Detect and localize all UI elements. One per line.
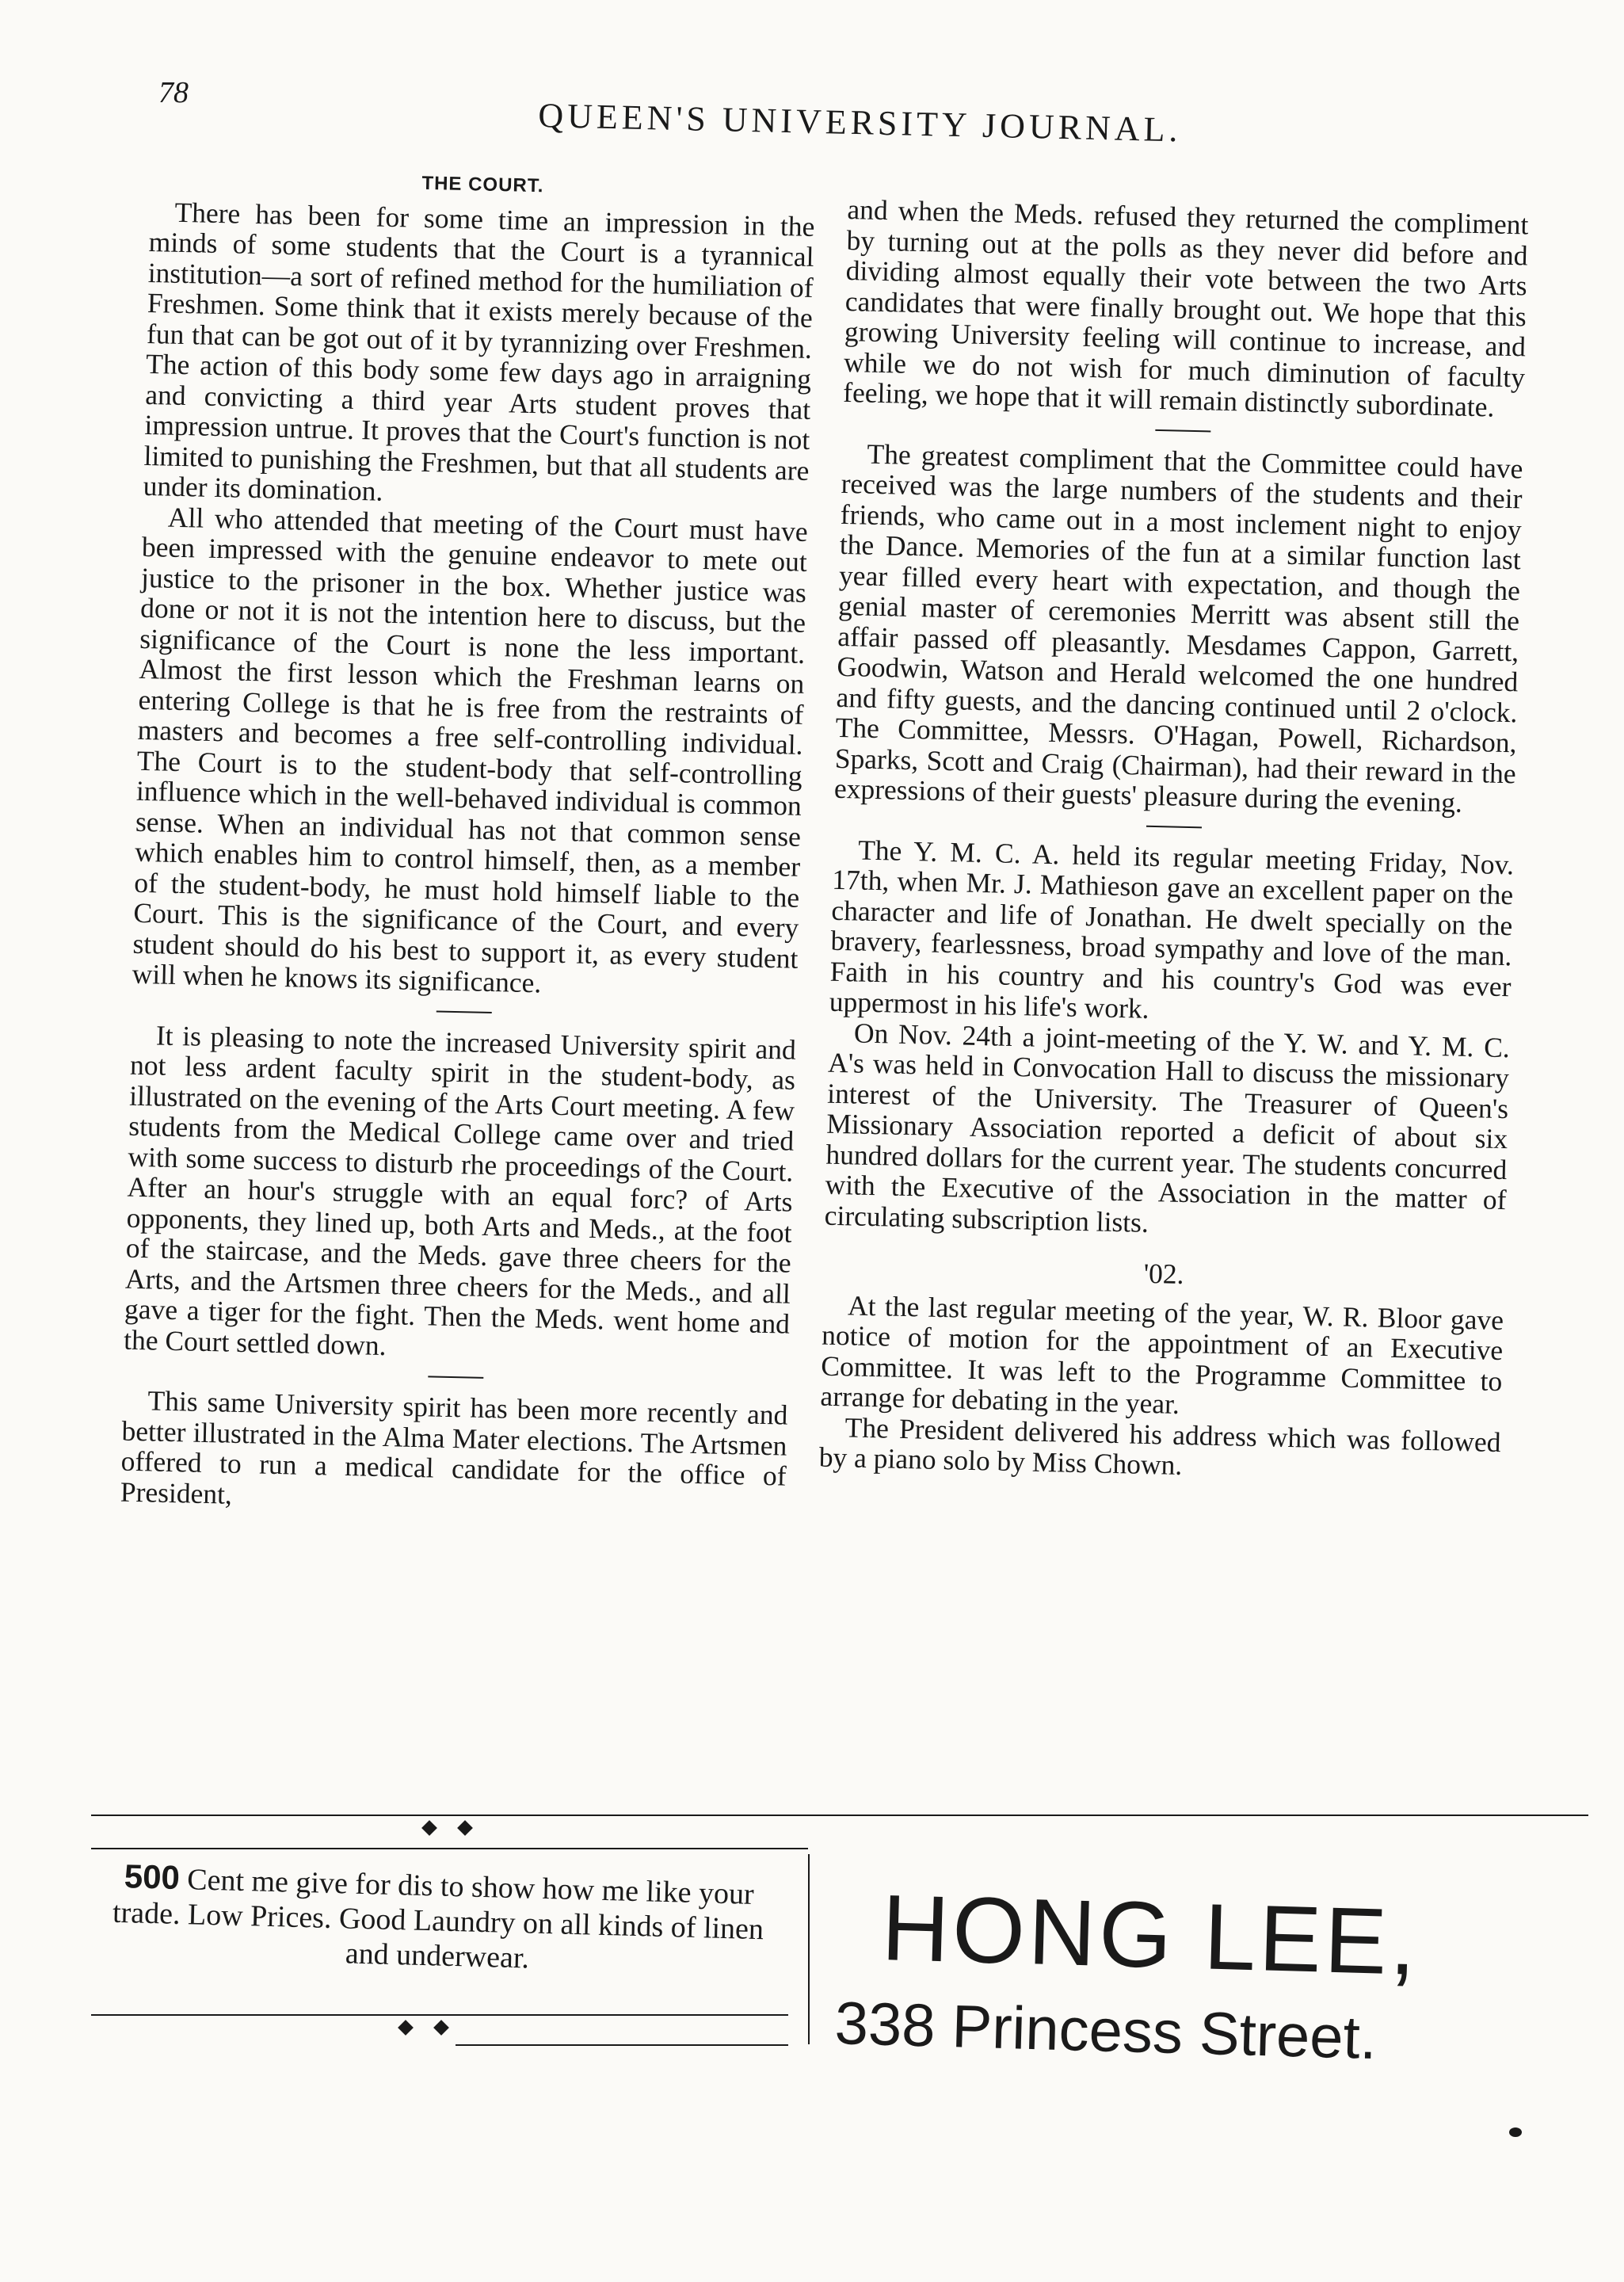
left-column	[120, 162, 815, 1522]
court-paragraph-2: All who attended that meeting of the Court must have been impressed with the genuine endeavor to mete out justice to the prisoner in the box. Whether justice was done or not it is not the intention here to discuss, but the significance of the Court is none the less important. Almost the first lesson which the Freshman learns on entering College is that he is free from the restraints of masters and becomes a free self-controlling individual. The Court is to the student-body that self-controlling influence which in the well-behaved individual is common sense. When an individual has not that common sense which enables him to control himself, then, as a member of the student-body, he must hold himself liable to the Court. This is the significance of the Court, and every student should do his best to support it, as every student will when he knows its significance.	[132, 501, 809, 999]
ornament-diamond	[457, 1820, 473, 1836]
advertisement-divider	[808, 1854, 810, 2044]
section-divider	[1155, 429, 1210, 432]
section-heading-the-court: THE COURT.	[421, 172, 544, 197]
section-divider	[436, 1010, 492, 1013]
alma-mater-paragraph: This same University spirit has been more recently and better illustrated in the Alma Mater elections. The Artsmen offered to run a medical candidate for the office of President,	[120, 1384, 788, 1510]
advertisement-top-rule	[91, 1815, 1588, 1816]
class-02-president-paragraph: The President delivered his address which was followed by a piano solo by Miss Chown.	[818, 1410, 1501, 1481]
advertisement-rule	[91, 2014, 788, 2016]
section-divider	[1146, 825, 1202, 828]
dance-paragraph: The greatest compliment that the Committee could have received was the large numbers of the students and their friends, who came out in a most inclement night to enjoy the Dance. Memories of the fun at a similar function last year filled every heart with expectation, and though the genial master of ceremonies Merritt was absent still the affair passed off pleasantly. Mesdames Cappon, Garrett, Goodwin, Watson and Herald welcomed the one hundred and fifty guests, and the dancing continued until 2 o'clock. The Committee, Messrs. O'Hagan, Powell, Richardson, Sparks, Scott and Craig (Chairman), had their reward in the expressions of their guests' pleasure during the evening.	[833, 437, 1523, 819]
print-mark	[1509, 2127, 1522, 2137]
section-divider	[428, 1376, 483, 1379]
class-02-meeting-paragraph: At the last regular meeting of the year, W. R. Bloor gave notice of motion for the appointment of an Executive Committee. It was left to the Programme Committee to arrange for debating in the year.	[820, 1288, 1504, 1420]
joint-meeting-paragraph: On Nov. 24th a joint-meeting of the Y. W. and Y. M. C. A's was held in Convocation Hall to discuss the missionary interest of the University. The Treasurer of Queen's Missionary Association reported a deficit of about six hundred dollars for the current year. The students concurred with the Executive of the Association in the matter of circulating subscription lists.	[824, 1016, 1511, 1238]
ornament-diamond	[421, 1820, 437, 1836]
ad-lead-number: 500	[124, 1857, 181, 1896]
alma-mater-continued-paragraph: and when the Meds. refused they returned the compliment by turning out at the polls as they never did before and dividing almost equally their vote between the two Arts candidates that were finally brought out. We hope that this growing University feeling will continue to increase, and while we do not wish for much diminution of faculty feeling, we hope that it will remain distinctly subordinate.	[842, 193, 1529, 423]
advertiser-address: 338 Princess Street.	[833, 1989, 1378, 2073]
ymca-paragraph: The Y. M. C. A. held its regular meeting Friday, Nov. 17th, when Mr. J. Mathieson gave an excellent paper on the character and life of Jonathan. He dwelt specially on the bravery, fearlessness, broad sympathy and love of the man. Faith in his country and his country's God was ever uppermost in his life's work.	[829, 834, 1515, 1025]
advertisement-rule	[91, 1848, 808, 1849]
journal-title: QUEEN'S UNIVERSITY JOURNAL.	[537, 95, 1183, 150]
ornament-diamond	[398, 2020, 414, 2036]
advertisement-rule	[456, 2044, 788, 2046]
laundry-advertisement	[88, 1858, 787, 1982]
ornament-diamond	[433, 2020, 449, 2036]
university-spirit-paragraph: It is pleasing to note the increased University spirit and not less ardent faculty spirit in the student-body, as illustrated on the evening of the Arts Court meeting. A few students from the Medical College came over and tried with some success to disturb rhe proceedings of the Court. After an hour's struggle with an equal forc? of Arts opponents, they lined up, both Arts and Meds., at the foot of the staircase, and the Meds. gave three cheers for the Arts, and the Artsmen three cheers for the Meds., and all gave a tiger for the fight. Then the Meds. went home and the Court settled down.	[123, 1018, 797, 1361]
class-02-heading: '02.	[1143, 1257, 1185, 1290]
page-number: 78	[158, 76, 189, 109]
advertiser-name: HONG LEE,	[880, 1875, 1421, 1995]
ad-text: Cent me give for dis to show how me like your trade. Low Prices. Good Laundry on all kinds of linen and underwear.	[112, 1863, 764, 1975]
court-paragraph-1: There has been for some time an impression in the minds of some students that the Court is a tyrannical institution—a sort of refined method for the humiliation of Freshmen. Some think that it exists merely because of the fun that can be got out of it by tyrannizing over Freshmen. The action of this body some few days ago in arraigning and convicting a third year Arts student proves that impression untrue. It proves that the Court's function is not limited to punishing the Freshmen, but that all students are under its domination.	[143, 196, 815, 507]
right-column	[818, 194, 1528, 1488]
